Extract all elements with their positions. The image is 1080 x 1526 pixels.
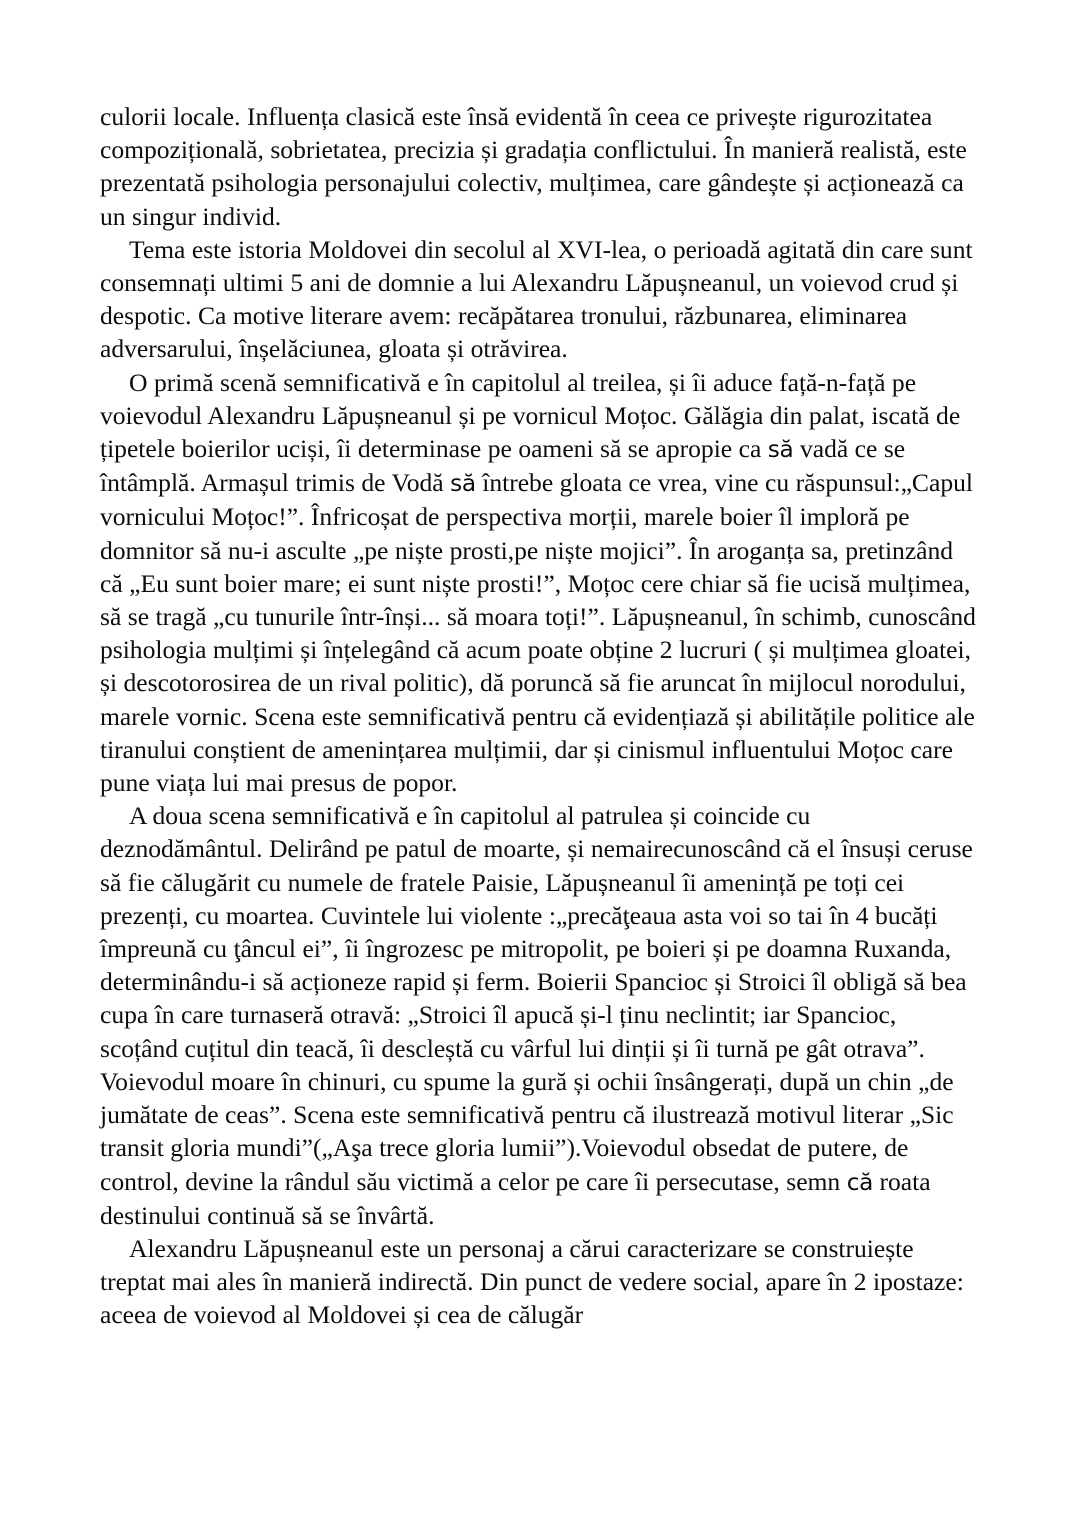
paragraph bbox=[100, 799, 977, 1232]
text-run: Tema este istoria Moldovei din secolul al XVI-lea, o perioadă agitată din care sunt consemnați ultimi 5 ani de domnie a lui Alexandru Lăpușneanul, un voievod crud și despotic. Ca motive literare avem: recăpătarea tronului, răzbunarea, eliminarea adversarului, înșelăciunea, gloata și otrăvirea. bbox=[100, 234, 973, 364]
text-run: roata destinului continuă să se învârtă. bbox=[100, 1166, 931, 1230]
text-run-fallback-font: să bbox=[450, 470, 476, 498]
text-run-fallback-font: că bbox=[846, 1168, 874, 1196]
text-run: O primă scenă semnificativă e în capitolul al treilea, și îi aduce față-n-față pe voievodul Alexandru Lăpușneanul și pe vornicul Moțoc. Gălăgia din palat, iscată de țipetele boierilor uciși, îi determinase pe oameni să se apropie ca bbox=[100, 367, 961, 464]
paragraph bbox=[100, 233, 977, 366]
text-run: culorii locale. Influența clasică este însă evidentă în ceea ce privește rigurozitatea compozițională, sobrietatea, precizia și gradația conflictului. În manieră realistă, este prezentată psihologia personajului colectiv, mulțimea, care gândește și acționează ca un singur individ. bbox=[100, 102, 967, 231]
document-body bbox=[100, 100, 977, 1332]
text-run: întrebe gloata ce vrea, vine cu răspunsul:„Capul vornicului Moțoc!”. Înfricoșat de perspectiva morții, marele boier îl imploră pe domnitor să nu-i asculte „pe niște prosti,pe niște mojici”. În aroganța sa, pretinzând că „Eu sunt boier mare; ei sunt niște prosti!”, Moțoc cere chiar să fie ucisă mulțimea, să se tragă „cu tunurile într-înși... să moara toți!”. Lăpușneanul, în schimb, cunoscând psihologia mulțimi și înțelegând că acum poate obține 2 lucruri ( și mulțimea gloatei, și descotorosirea de un rival politic), dă poruncă să fie aruncat în mijlocul norodului, marele vornic. Scena este semnificativă pentru că evidențiază și abilitățile politice ale tiranului conștient de amenințarea mulțimii, dar și cinismul influentului Moțoc care pune viața lui mai presus de popor. bbox=[100, 468, 976, 798]
text-run-fallback-font: să bbox=[767, 436, 794, 464]
text-run: Alexandru Lăpușneanul este un personaj a cărui caracterizare se construiește treptat mai ales în manieră indirectă. Din punct de vedere social, apare în 2 ipostaze: aceea de voievod al Moldovei și cea de călugăr bbox=[100, 1233, 964, 1330]
text-run: vadă ce se întâmplă. Armașul trimis de Vodă bbox=[100, 434, 906, 498]
paragraph bbox=[100, 1232, 977, 1332]
text-run: A doua scena semnificativă e în capitolul al patrulea și coincide cu deznodământul. Delirând pe patul de moarte, și nemairecunoscând că el însuși ceruse să fie călugărit cu numele de fratele Paisie, Lăpușneanul îi amenință pe toți cei prezenți, cu moartea. Cuvintele lui violente :„precăţeaua asta voi so tai în 4 bucăți împreună cu ţâncul ei”, îi îngrozesc pe mitropolit, pe boieri și pe doamna Ruxanda, determinându-i să acționeze rapid și ferm. Boierii Spancioc și Stroici îl obligă să bea cupa în care turnaseră otravă: „Stroici îl apucă și-l ținu neclintit; iar Spancioc, scoțând cuțitul din teacă, îi descleștă cu vârful lui dinții și îi turnă pe gât otrava”. Voievodul moare în chinuri, cu spume la gură și ochii însângerați, după un chin „de jumătate de ceas”. Scena este semnificativă pentru că ilustrează motivul literar „Sic transit gloria mundi”(„Aşa trece gloria lumii”).Voievodul obsedat de putere, de control, devine la rândul său victimă a celor pe care îi persecutase, semn bbox=[100, 801, 973, 1196]
paragraph bbox=[100, 366, 977, 800]
paragraph bbox=[100, 100, 977, 233]
